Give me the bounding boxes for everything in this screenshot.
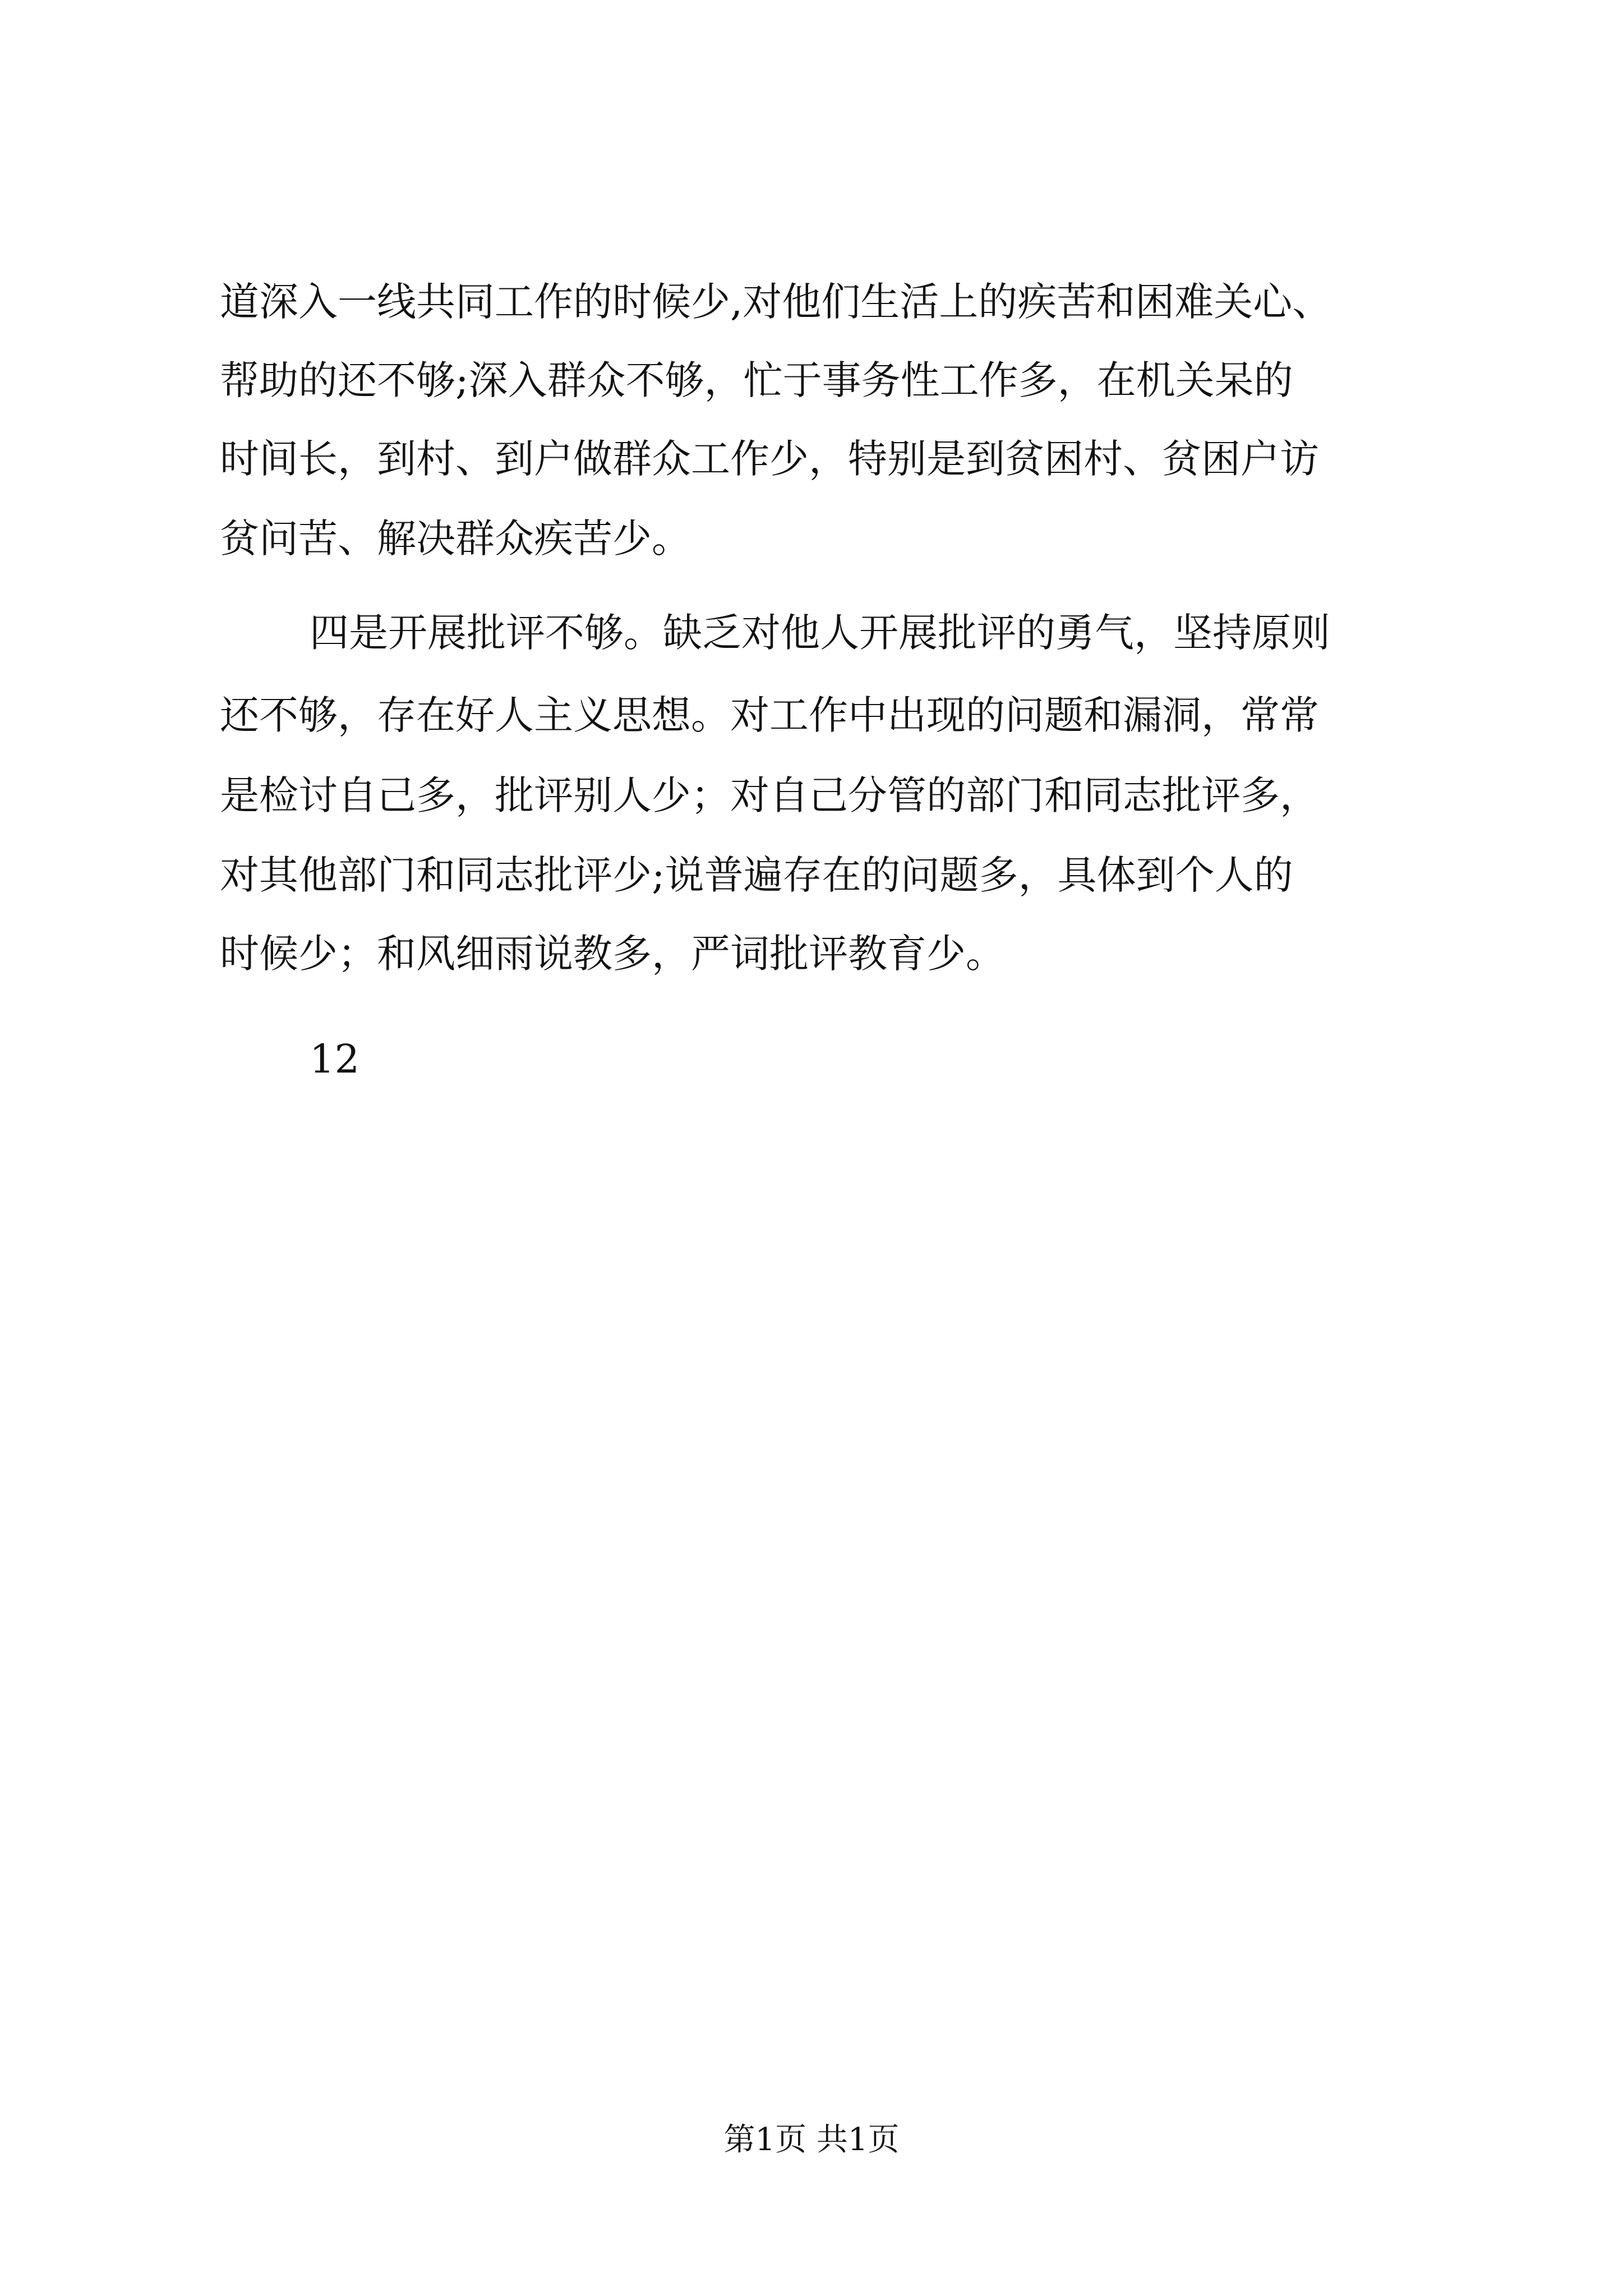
paragraph-line-4: 贫问苦、解决群众疾苦少。 — [220, 516, 691, 562]
page-footer: 第1页 共1页 — [723, 2122, 900, 2158]
paragraph-line-2: 帮助的还不够;深入群众不够，忙于事务性工作多，在机关呆的 — [220, 357, 1293, 403]
page-number-text: 12 — [310, 1036, 360, 1082]
paragraph-line-7: 是检讨自己多，批评别人少；对自己分管的部门和同志批评多， — [220, 772, 1319, 818]
paragraph-line-5: 四是开展批评不够。缺乏对他人开展批评的勇气，坚持原则 — [310, 610, 1330, 656]
paragraph-line-3: 时间长，到村、到户做群众工作少，特别是到贫困村、贫困户访 — [220, 436, 1319, 482]
paragraph-line-8: 对其他部门和同志批评少;说普遍存在的问题多，具体到个人的 — [220, 852, 1293, 898]
paragraph-line-1: 道深入一线共同工作的时候少,对他们生活上的疾苦和困难关心、 — [220, 279, 1332, 325]
paragraph-line-9: 时候少；和风细雨说教多，严词批评教育少。 — [220, 931, 1005, 977]
paragraph-line-6: 还不够，存在好人主义思想。对工作中出现的问题和漏洞，常常 — [220, 692, 1319, 738]
